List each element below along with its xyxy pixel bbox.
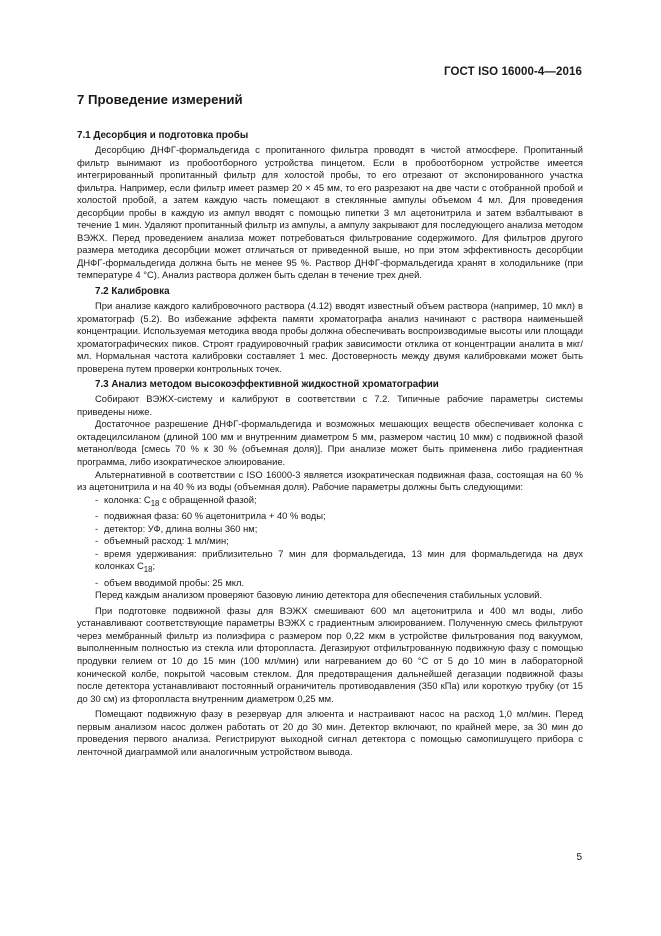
paragraph-mobile-phase-prep: При подготовке подвижной фазы для ВЭЖХ смешивают 600 мл ацетонитрила и 400 мл воды, либо устанавливают соответствующие параметры ВЭЖХ с градиентным элюированием. Полученную смесь фильтруют через мембранный фильтр из полиэфира с размером пор 0,22 мкм в устройстве фильтрования под вакуумом, выполненным полностью из стекла или фторопласта. Дегазируют отфильтрованную подвижную фазу с помощью продувки гелием от 10 до 15 мин (100 мл/мин) или нагреванием до 60 °С от 5 до 10 мин в лабораторной конической колбе, покрытой часовым стеклом. Для предотвращения дальнейшей дегазации подвижной фазы после детектора устанавливают постоянный ограничитель противодавления (350 кПа) или короткую трубку (от 15 до 30 см) из фторопласта внутренним диаметром 0,25 мм. [77,604,583,704]
subsection-title-7-1: 7.1 Десорбция и подготовка пробы [77,130,249,141]
paragraph-alternative: Альтернативной в соответствии с ISO 16000-3 является изократическая подвижная фаза, состоящая на 60 % из ацетонитрила и на 40 % из воды (объемная доля). Рабочие параметры должны быть следующими: [77,468,583,493]
list-item: - время удерживания: приблизительно 7 мин для формальдегида, 13 мин для формальдегида на двух колонках $С_{18}$; [95,547,583,575]
paragraph-hplc-setup: Собирают ВЭЖХ-систему и калибруют в соответствии с 7.2. Типичные рабочие параметры системы приведены ниже. [77,393,583,417]
list-item: - детектор: УФ, длина волны 360 нм; [95,522,258,534]
list-item: - подвижная фаза: 60 % ацетонитрила + 40 % воды; [95,510,326,522]
subsection-title-7-2: 7.2 Калибровка [95,286,170,298]
paragraph-baseline: Перед каждым анализом проверяют базовую линию детектора для обеспечения стабильных условий. [95,589,543,601]
paragraph-resolution: Достаточное разрешение ДНФГ-формальдегида и возможных мешающих веществ обеспечивает колонка с октадецилсиланом (длиной 100 мм и внутренним диаметром 5 мм, размером частиц 10 мкм) с подвижной фазой метанол/вода [смесь 70 % к 30 % (объемная доля)]. При анализе может быть применена либо градиентная программа, либо изократическое элюирование. [77,418,583,468]
paragraph-pump-setup: Помещают подвижную фазу в резервуар для элюента и настраивают насос на расход 1,0 мл/мин. Перед первым анализом насос должен работать от 20 до 30 мин. Детектор включают, по крайней мере, за 30 мин до проведения первого анализа. Регистрируют выходной сигнал детектора с помощью самопишущего прибора с ленточной диаграммой или аналогичным устройством вывода. [77,708,583,757]
document-body [77,92,583,758]
list-item: - объем вводимой пробы: 25 мкл. [95,576,245,588]
subsection-title-7-3: 7.3 Анализ методом высокоэффективной жидкостной хроматографии [95,379,439,391]
list-item: - объемный расход: 1 мл/мин; [95,535,229,547]
standard-header: ГОСТ ISO 16000-4—2016 [444,66,582,78]
page-number: 5 [576,852,582,863]
paragraph-calibration: При анализе каждого калибровочного раствора (4.12) вводят известный объем раствора (например, 10 мкл) в хроматограф (5.2). Во избежание эффекта памяти хроматографа анализ начинают с раствора наименьшей концентрации. Используемая методика ввода пробы должна обеспечивать воспроизводимые высоты или площади хроматографических пиков. Строят градуировочный график зависимости отклика от концентрации аналита в мкг/мл. Нормальная частота калибровки составляет 1 мес. Достоверность между двумя калибровками может быть проверена путем проверки контрольных точек. [77,300,583,374]
paragraph-desorption: Десорбцию ДНФГ-формальдегида с пропитанного фильтра проводят в чистой атмосфере. Пропитанный фильтр вынимают из пробоотборного устройства пинцетом. Если в пробоотборном устройстве имеется интегрированный пропитанный фильтр для холостой пробы, то его отрезают от экспонированного участка фильтра. Например, если фильтр имеет размер 20 × 45 мм, то его разрезают на две части с отобранной пробой и холостой пробой, а затем каждую часть помещают в стеклянные ампулы объемом 4 мл. Для проведения десорбции пробы в каждую из ампул вводят с помощью пипетки 3 мл ацетонитрила и затем взбалтывают в течение 1 мин. Удаляют пропитанный фильтр из ампулы, а ампулу закрывают для последующего анализа методом ВЭЖХ. Перед проведением анализа может потребоваться фильтрование содержимого. Для фильтров другого размера методика десорбции может отличаться от приведенной выше, но при этом эффективность десорбции ДНФГ-формальдегида должна быть не менее 95 %. Раствор ДНФГ-формальдегида хранят в холодильнике (при температуре 4 °С). Анализ раствора должен быть сделан в течение трех дней. [77,144,583,281]
list-item: - колонка: $С_{18}$ с обращенной фазой; [95,493,257,508]
parameter-list [77,494,583,590]
section-title: 7 Проведение измерений [77,92,243,107]
